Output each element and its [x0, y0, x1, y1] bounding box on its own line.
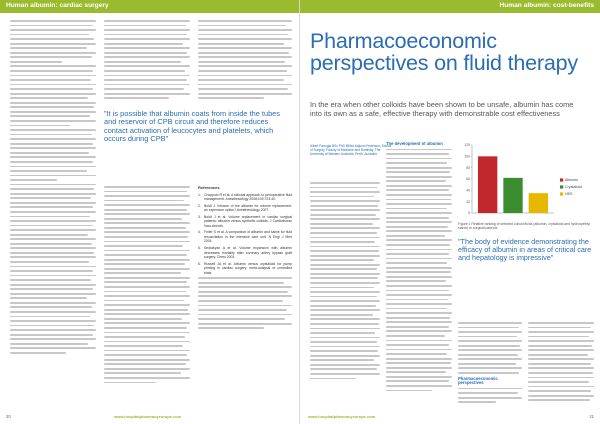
reference-item: 3. Boldt J et al. Volume replacement in cardiac surgical patients: albumin versus synthetic colloids. J Cardiothorac Vasc Anesth.: [198, 214, 292, 228]
legend-swatch: [560, 192, 563, 195]
section-heading-development: The development of albumin: [386, 142, 443, 146]
reference-item: 2. Boldt J. Infusion of the albumin for volume replacement: an expensive option? Anesthesiology 2007.: [198, 203, 292, 213]
bar-hes: [529, 193, 548, 213]
legend-label: Albumin: [565, 178, 578, 182]
article-title: Pharmacoeconomic perspectives on fluid therapy: [310, 29, 578, 75]
reference-item: 4. Finfer S et al. A comparison of albumin and saline for fluid resuscitation in the intensive care unit. N Engl J Med 2004.: [198, 230, 292, 244]
left-column-3-top: [198, 20, 292, 106]
right-column-4: [528, 322, 594, 404]
references-list: [198, 186, 292, 404]
section-heading-pharmacoeconomic: Pharmacoeconomic perspectives: [458, 375, 498, 386]
legend-label: Crystalloid: [565, 185, 582, 189]
y-tick-label: 0: [468, 211, 470, 216]
y-tick-label: 20: [466, 199, 470, 204]
left-column-1: [10, 20, 96, 404]
right-header-bar: [300, 0, 600, 13]
y-tick-label: 40: [466, 188, 470, 193]
article-standfirst: In the era when other colloids have been shown to be unsafe, albumin has come into its own as a safe, effective therapy with demonstrable cost effectiveness: [310, 100, 574, 118]
right-page: [300, 0, 600, 424]
figure-1-caption: Figure 1 Relative ranking of selected colloid fluids (albumin, crystalloid and hydroxyethyl starch) in surgical patients: [458, 222, 590, 231]
right-column-1: [310, 182, 380, 404]
left-column-2-top: [104, 20, 190, 106]
legend-label: HES: [565, 192, 573, 196]
legend-swatch: [560, 185, 563, 188]
right-page-number: 21: [589, 414, 594, 419]
bar-chart: [458, 140, 594, 220]
reference-item: 6. Russell JA et al. Albumin versus crystalloid for pump priming in cardiac surgery: meta-analysis of controlled trials.: [198, 261, 292, 275]
y-tick-label: 80: [466, 165, 470, 170]
y-tick-label: 120: [464, 143, 470, 148]
left-page-number: 20: [6, 414, 11, 419]
bar-crystalloid: [503, 178, 522, 213]
author-byline: Albert Farrugia BSc PhD BMed Adjunct Professor, School of Surgery, Faculty of Medicine and Dentistry, The University of Western Australia, Perth, Australia: [310, 144, 392, 157]
legend-swatch: [560, 178, 563, 181]
bar-albumin: [478, 156, 497, 213]
left-header-bar: [0, 0, 300, 13]
reference-item: 5. Sedrakyan A et al. Volume expansion with albumin decreases mortality after coronary artery bypass graft surgery. Chest 2003.: [198, 246, 292, 260]
left-column-2-bottom: [104, 186, 190, 406]
right-header-title: Human albumin: cost-benefits: [499, 2, 594, 9]
right-pullquote: "The body of evidence demonstrating the efficacy of albumin in areas of critical care and hepatology is impressive": [458, 237, 592, 263]
right-footer-url[interactable]: www.hospitalpharmacyeurope.com: [308, 414, 376, 419]
right-column-3: [458, 322, 522, 404]
y-tick-label: 100: [464, 154, 470, 159]
reference-item: 1. Choppolo R et al. A rational approach to perioperative fluid management. Anesthesiology 2008;109:723-40.: [198, 192, 292, 202]
figure-1-chart: [458, 140, 594, 220]
right-column-2: [386, 142, 452, 404]
y-tick-label: 60: [466, 177, 470, 182]
left-pullquote: "It is possible that albumin coats from inside the tubes and reservoir of CPB circuit and therefore reduces contact activation of leucocytes and platelets, which occurs during CPB": [104, 109, 280, 143]
body-text-block: [10, 20, 96, 354]
references-title: References: [198, 186, 220, 190]
left-header-title: Human albumin: cardiac surgery: [6, 2, 109, 9]
left-footer-url[interactable]: www.hospitalpharmacyeurope.com: [114, 414, 182, 419]
